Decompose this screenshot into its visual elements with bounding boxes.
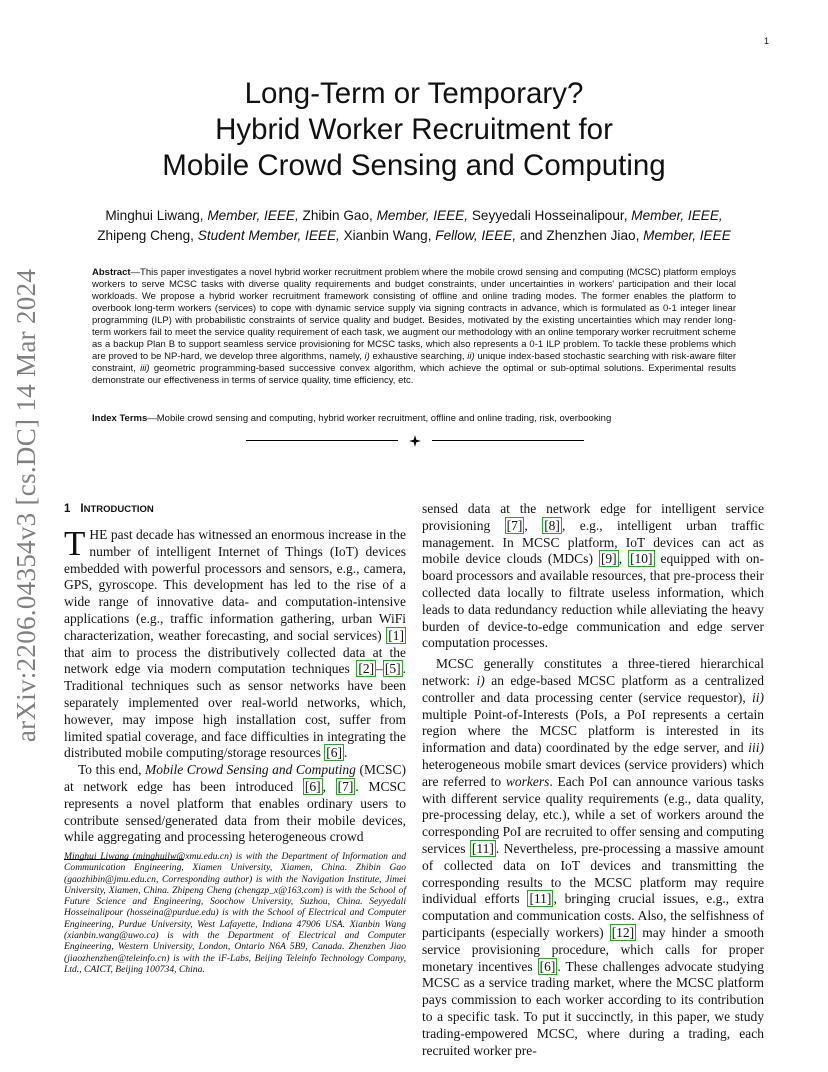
paragraph-text: an edge-based MCSC platform as a centralized controller and data processing center (service requestor), — [422, 672, 764, 705]
emphasis-text: workers — [505, 773, 550, 789]
abstract-text: exhaustive searching, — [369, 351, 468, 362]
section-heading — [64, 501, 406, 517]
author-role: Fellow, IEEE, — [435, 228, 517, 243]
citation-link[interactable]: [12] — [611, 924, 635, 940]
abstract-enum: i) — [364, 351, 370, 362]
citation-link[interactable]: [6] — [304, 778, 321, 794]
arxiv-stamp-text: arXiv:2206.04354v3 [cs.DC] 14 Mar 2024 — [11, 268, 42, 742]
paragraph-text: past decade has witnessed an enormous increase in the number of intelligent Internet of Things (IoT) devices embedded with powerful processors and sensors, e.g., camera, GPS, gyroscope. This development has led to the rise of a wide range of innovative data- and computation-intensive applications (e.g., traffic information gathering, urban WiFi characterization, weather forecasting, and social services) — [64, 527, 406, 643]
paragraph-text: To this end, — [78, 762, 146, 778]
author-line-1 — [58, 206, 770, 226]
citation-link[interactable]: [11] — [471, 840, 494, 856]
paragraph-text: . — [343, 745, 348, 761]
author-list — [58, 206, 770, 246]
paragraph-text: – — [376, 661, 383, 677]
index-terms — [92, 413, 736, 425]
paragraph — [64, 762, 406, 846]
citation-link[interactable]: [6] — [539, 958, 556, 974]
paragraph-text: . Nevertheless, pre-processing a massive amount of collected data on IoT devices and transmitting the corresponding results to the MCSC platform may require individual efforts — [422, 840, 765, 907]
paragraph-text: may hinder a smooth service provisioning procedure, which calls for proper monetary incentives — [422, 924, 764, 974]
citation-link[interactable]: [8] — [544, 517, 560, 533]
drop-cap: T — [64, 524, 86, 563]
paragraph-text: heterogeneous mobile smart devices (service providers) which are referred to — [422, 756, 764, 789]
title-line-1: Long-Term or Temporary? — [244, 77, 584, 110]
abstract — [92, 267, 736, 387]
right-column — [422, 501, 764, 1059]
author-role: Member, IEEE — [643, 228, 731, 243]
author-name: Zhipeng Cheng, — [97, 228, 194, 243]
abstract-enum: ii) — [467, 351, 475, 362]
author-role: Member, IEEE, — [631, 208, 723, 223]
page-number: 1 — [763, 36, 769, 46]
paragraph — [64, 524, 406, 762]
title-line-2: Hybrid Worker Recruitment for — [215, 113, 613, 146]
section-title-rest: NTRODUCTION — [83, 504, 154, 515]
citation-link[interactable]: [7] — [337, 778, 354, 794]
author-name: Xianbin Wang, — [343, 228, 432, 243]
citation-link[interactable]: [5] — [384, 661, 401, 677]
author-role: Member, IEEE, — [207, 208, 299, 223]
author-name: Minghui Liwang, — [105, 208, 204, 223]
author-name: Zhenzhen Jiao, — [546, 228, 640, 243]
enum-marker: ii) — [752, 689, 764, 705]
author-affiliation-footnote: Minghui Liwang (minghuilw@xmu.edu.cn) is with the Department of Information and Communication Engineering, Xiamen University, Xiamen, China. Zhibin Gao (gaozhibin@jmu.edu.cn, Corresponding author) is with the Navigation Institute, Jimei University, Xiamen, China. Zhipeng Cheng (chengzp_x@163.com) is with the School of Future Science and Engineering, Soochow University, Suzhou, China. Seyyedali Hosseinalipour (hosseina@purdue.edu) is with the School of Electrical and Computer Engineering, Purdue University, West Lafayette, Indiana 47906 USA. Xianbin Wang (xianbin.wang@uwo.ca) is with the Department of Electrical and Computer Engineering, Western University, London, Ontario N6A 5B9, Canada. Zhenzhen Jiao (jiaozhenzhen@teleinfo.cn) is with the iF-Labs, Beijing Teleinfo Technology Company, Ltd., CAICT, Beijing 100734, China. — [64, 851, 406, 975]
paragraph-text: , — [618, 551, 629, 567]
section-separator — [246, 435, 584, 447]
paragraph-text: . These challenges advocate studying MCSC as a service trading market, where the MCSC platform pays commission to each worker according to its contribution to a specific task. To put it succinctly, in this paper, we study trading-empowered MCSC, where during a trading, each recruited worker pre- — [422, 958, 764, 1058]
arxiv-stamp — [6, 268, 48, 742]
paragraph — [422, 501, 764, 652]
citation-link[interactable]: [10] — [630, 551, 653, 567]
enum-marker: i) — [476, 672, 485, 688]
citation-link[interactable]: [9] — [600, 551, 617, 567]
emphasis-text: Mobile Crowd Sensing and Computing — [145, 762, 356, 778]
citation-link[interactable]: [1] — [388, 627, 404, 643]
paragraph-text: that aim to process the distributively collected data at the network edge via modern computation techniques — [64, 644, 406, 677]
paragraph-text: multiple Point-of-Interests (PoIs, a PoI represents a certain region where the MCSC platform is interested in its information and data) coordinated by the edge server, and — [422, 706, 764, 756]
paragraph-text: . Traditional techniques such as sensor networks have been separately implemented over real-world networks, which, however, may impose high installation cost, suffer from limited spatial coverage, and face difficulties in integrating the distributed mobile computing/storage resources — [64, 661, 406, 761]
paragraph-text: (MCSC) at network edge has been introduced — [64, 762, 406, 794]
separator-rule-left — [246, 440, 398, 441]
paragraph-text: . MCSC represents a novel platform that enables ordinary users to contribute sensed/generated data from their mobile devices, while aggregating and processing heterogeneous crowd — [64, 778, 406, 845]
abstract-text: geometric programming-based successive convex algorithm, which achieve the optimal or sub-optimal solutions. Experimental results demonstrate our effectiveness in terms of service quality, time efficiency, etc. — [92, 363, 736, 386]
paragraph-text: sensed data at the network edge for intelligent service provisioning — [422, 501, 764, 533]
paragraph-text: , — [524, 517, 543, 533]
index-terms-label: Index Terms — [92, 413, 148, 424]
paragraph-text: , — [322, 778, 336, 794]
abstract-text: —This paper investigates a novel hybrid worker recruitment problem where the mobile crowd sensing and computing (MCSC) platform employs workers to serve MCSC tasks with diverse quality requirements and budget constraints, under uncertainties in workers' participation and their local workloads. We propose a hybrid worker recruitment framework consisting of offline and online trading modes. The former enables the platform to overbook long-term workers (services) to cope with dynamic service supply via signing contracts in advance, which is formulated as 0-1 integer linear programming (ILP) with probabilistic constraints of service quality and budget. Besides, motivated by the existing uncertainties which may render long-term workers fail to meet the service quality requirement of each task, we augment our methodology with an online temporary worker recruitment scheme as a backup Plan B to support seamless service provisioning for MCSC tasks, which also represents a 0-1 ILP problem. To tackle these problems which are proved to be NP-hard, we develop three algorithms, namely, — [92, 267, 736, 362]
paragraph-text: equipped with on-board processors and available resources, that pre-process their collected data locally to filtrate useless information, which leads to data redundancy reduction while alleviating the heavy burden of device-to-edge communication and edge server computation processes. — [422, 551, 765, 651]
paragraph-text: , bringing crucial issues, e.g., extra computation and communication costs. Also, the selfishness of participants (especially workers) — [422, 891, 764, 940]
author-role: Student Member, IEEE, — [197, 228, 340, 243]
citation-link[interactable]: [6] — [326, 745, 342, 761]
enum-marker: iii) — [748, 740, 764, 756]
paragraph-text: . Each PoI can announce various tasks with different service quality requirements (e.g., data quality, pre-processing delay, etc.), while a set of workers around the corresponding PoI are recruited to offer sensing and computing services — [422, 773, 764, 856]
author-conjunction: and — [519, 228, 543, 243]
abstract-label: Abstract — [92, 267, 131, 278]
citation-link[interactable]: [2] — [358, 661, 375, 677]
paper-title — [66, 76, 762, 184]
author-role: Member, IEEE, — [376, 208, 469, 223]
paragraph-text: , e.g., intelligent urban traffic management. In MCSC platform, IoT devices can act as mobile device clouds (MDCs) — [422, 517, 764, 567]
abstract-text: unique index-based stochastic searching with risk-aware filter constraint, — [92, 351, 737, 374]
paragraph-text: MCSC generally constitutes a three-tiered hierarchical network: — [422, 656, 764, 688]
author-name: Seyyedali Hosseinalipour, — [471, 208, 628, 223]
paragraph — [422, 656, 764, 1059]
index-terms-text: —Mobile crowd sensing and computing, hybrid worker recruitment, offline and online trading, risk, overbooking — [147, 413, 612, 424]
citation-link[interactable]: [11] — [529, 891, 552, 907]
abstract-enum: iii) — [140, 363, 150, 374]
diamond-icon — [409, 435, 421, 447]
citation-link[interactable]: [7] — [506, 517, 523, 533]
section-title-initial: I — [80, 503, 84, 515]
left-column — [64, 501, 406, 846]
separator-rule-right — [432, 440, 584, 441]
author-line-2 — [58, 226, 770, 246]
section-number: 1 — [64, 503, 71, 515]
small-caps-lead: HE — [89, 527, 108, 542]
author-name: Zhibin Gao, — [302, 208, 373, 223]
title-line-3: Mobile Crowd Sensing and Computing — [162, 149, 666, 182]
